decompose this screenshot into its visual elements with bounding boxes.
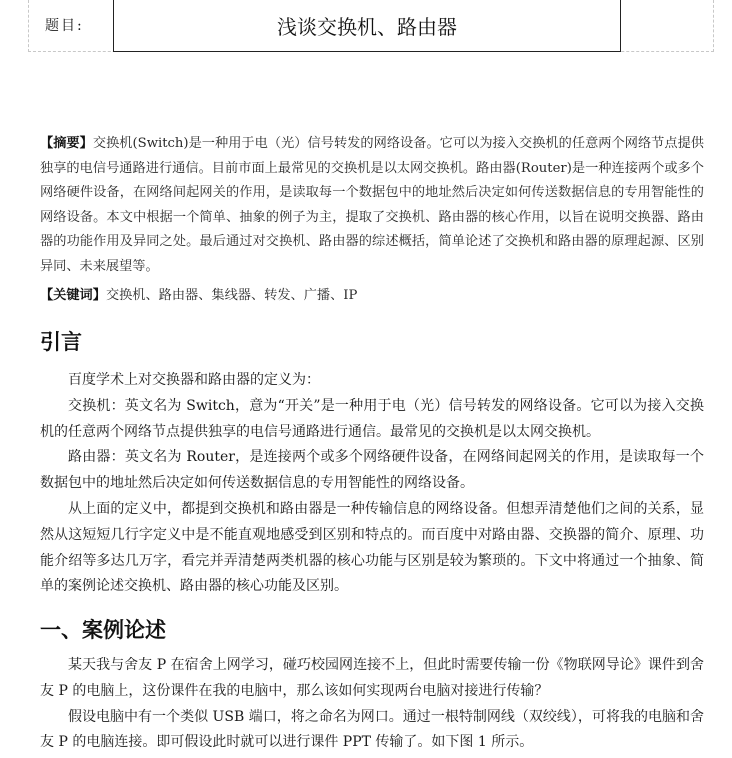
section1-body — [40, 653, 704, 756]
paragraph: 路由器：英文名为 Router，是连接两个或多个网络硬件设备，在网络间起网关的作用，是读取每一个数据包中的地址然后决定如何传送数据信息的专用智能性的网络设备。 — [40, 449, 704, 492]
keywords — [40, 284, 704, 308]
section1-heading: 一、案例论述 — [40, 618, 166, 642]
paragraph: 某天我与舍友 P 在宿舍上网学习，碰巧校园网连接不上，但此时需要传输一份《物联网导论》课件到舍友 P 的电脑上，这份课件在我的电脑中，那么该如何实现两台电脑对接进行传输？ — [40, 657, 704, 699]
paragraph: 百度学术上对交换器和路由器的定义为： — [68, 372, 320, 388]
intro-body — [40, 368, 704, 600]
title-row — [28, 0, 714, 52]
abstract-text: 交换机(Switch)是一种用于电（光）信号转发的网络设备。它可以为接入交换机的任意两个网络节点提供独享的电信号通路进行通信。目前市面上最常见的交换机是以太网交换机。路由器(Router)是一种连接两个或多个网络硬件设备，在网络间起网关的作用，是读取每一个数据包中的地址然后决定如何传送数据信息的专用智能性的网络设备。本文中根据一个简单、抽象的例子为主，提取了交换机、路由器的核心作用，以旨在说明交换器、路由器的功能作用及异同之处。最后通过对交换机、路由器的综述概括，简单论述了交换机和路由器的原理起源、区别异同、未来展望等。 — [40, 136, 704, 274]
abstract — [40, 132, 704, 280]
title-label: 题目: — [45, 18, 84, 34]
paragraph: 假设电脑中有一个类似 USB 端口，将之命名为网口。通过一根特制网线（双绞线），可将我的电脑和舍友 P 的电脑连接。即可假设此时就可以进行课件 PPT 传输了。如下图 1 所示。 — [40, 708, 704, 751]
page-title: 浅谈交换机、路由器 — [277, 15, 457, 39]
title-box — [113, 0, 621, 52]
keywords-text: 交换机、路由器、集线器、转发、广播、IP — [105, 288, 358, 303]
paragraph: 交换机：英文名为 Switch，意为“开关”是一种用于电（光）信号转发的网络设备。它可以为接入交换机的任意两个网络节点提供独享的电信号通路进行通信。最常见的交换机是以太网交换机。 — [40, 397, 704, 440]
keywords-label: 【关键词】 — [40, 288, 106, 303]
intro-heading: 引言 — [40, 330, 82, 354]
paragraph: 从上面的定义中，都提到交换机和路由器是一种传输信息的网络设备。但想弄清楚他们之间的关系，显然从这短短几行字定义中是不能直观地感受到区别和特点的。而百度中对路由器、交换器的简介、原理、功能介绍等多达几万字，看完并弄清楚两类机器的核心功能与区别是较为繁琐的。下文中将通过一个抽象、简单的案例论述交换机、路由器的核心功能及区别。 — [40, 500, 704, 595]
abstract-label: 【摘要】 — [40, 136, 93, 151]
